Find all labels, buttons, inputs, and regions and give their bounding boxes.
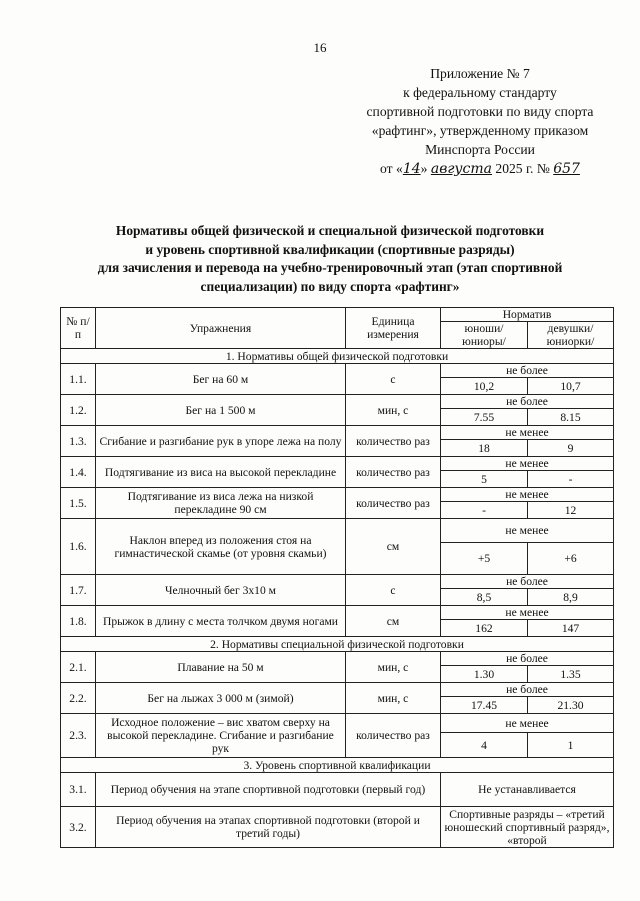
title-line: для зачисления и перевода на учебно-тренировочный этап (этап спортивной [97, 260, 563, 275]
unit: см [346, 606, 441, 637]
section-row [61, 758, 614, 773]
row-number: 1.4. [61, 457, 96, 488]
row-number: 1.3. [61, 426, 96, 457]
unit: количество раз [346, 488, 441, 519]
value-girls: 9 [528, 440, 614, 457]
appendix-line: к федеральному стандарту [403, 85, 557, 100]
value-girls: +6 [528, 543, 614, 575]
exercise-name: Плавание на 50 м [96, 652, 346, 683]
appendix-line: «рафтинг», утвержденному приказом [371, 123, 589, 138]
order-number: 657 [553, 161, 580, 177]
value-boys: 5 [441, 471, 528, 488]
value-boys: 17.45 [441, 697, 528, 714]
value-girls: 1.35 [528, 666, 614, 683]
table-row [61, 714, 614, 733]
header-num: № п/п [61, 308, 96, 349]
value-girls: 12 [528, 502, 614, 519]
appendix-line: спортивной подготовки по виду спорта [366, 104, 594, 119]
qualification-value: Спортивные разряды – «третий юношеский спортивный разряд», «второй [441, 807, 614, 848]
table-row [61, 426, 614, 440]
value-girls: 8,9 [528, 589, 614, 606]
norm-condition: не менее [441, 457, 614, 471]
exercise-name: Наклон вперед из положения стоя на гимнастической скамье (от уровня скамьи) [96, 519, 346, 575]
norm-condition: не менее [441, 606, 614, 620]
order-year: 2025 г. № [495, 161, 550, 176]
exercise-name: Бег на 1 500 м [96, 395, 346, 426]
value-girls: 21.30 [528, 697, 614, 714]
value-boys: 4 [441, 733, 528, 758]
row-number: 1.1. [61, 364, 96, 395]
row-number: 1.5. [61, 488, 96, 519]
section-title: 2. Нормативы специальной физической подготовки [61, 637, 614, 652]
order-month: августа [430, 161, 492, 177]
value-boys: 8,5 [441, 589, 528, 606]
header-girls: девушки/ юниорки/ [528, 322, 614, 349]
value-girls: 1 [528, 733, 614, 758]
value-boys: 18 [441, 440, 528, 457]
date-mid: » [420, 161, 428, 176]
value-girls: 8.15 [528, 409, 614, 426]
value-boys: 1.30 [441, 666, 528, 683]
norm-condition: не менее [441, 714, 614, 733]
table-row [61, 606, 614, 620]
value-girls: - [528, 471, 614, 488]
exercise-name: Подтягивание из виса лежа на низкой перекладине 90 см [96, 488, 346, 519]
unit: мин, с [346, 395, 441, 426]
appendix-line: Приложение № 7 [430, 66, 530, 81]
exercise-name: Челночный бег 3х10 м [96, 575, 346, 606]
exercise-name: Подтягивание из виса на высокой перекладине [96, 457, 346, 488]
row-number: 3.1. [61, 773, 96, 807]
title-line: специализации) по виду спорта «рафтинг» [200, 278, 460, 294]
exercise-name: Бег на лыжах 3 000 м (зимой) [96, 683, 346, 714]
value-boys: 10,2 [441, 378, 528, 395]
value-boys: 162 [441, 620, 528, 637]
row-number: 2.3. [61, 714, 96, 758]
appendix-line: Минспорта России [425, 142, 535, 157]
norm-condition: не более [441, 395, 614, 409]
table-row [61, 519, 614, 543]
order-day: 14 [402, 161, 421, 177]
exercise-name: Прыжок в длину с места толчком двумя ногами [96, 606, 346, 637]
value-boys: 7.55 [441, 409, 528, 426]
unit: количество раз [346, 457, 441, 488]
table-row [61, 488, 614, 502]
value-girls: 147 [528, 620, 614, 637]
table-row [61, 457, 614, 471]
row-number: 3.2. [61, 807, 96, 848]
row-number: 1.6. [61, 519, 96, 575]
title-line: Нормативы общей физической и специальной физической подготовки [115, 223, 545, 238]
date-prefix: от « [380, 161, 403, 176]
header-norm: Норматив [441, 308, 614, 322]
table-row [61, 773, 614, 807]
section-row [61, 349, 614, 364]
norm-condition: не более [441, 683, 614, 697]
exercise-name: Бег на 60 м [96, 364, 346, 395]
page-number: 16 [313, 40, 327, 55]
appendix-block [345, 64, 615, 179]
norm-condition: не менее [441, 519, 614, 543]
title-line: и уровень спортивной квалификации (спортивные разряды) [145, 241, 515, 257]
norm-condition: не более [441, 575, 614, 589]
value-girls: 10,7 [528, 378, 614, 395]
row-number: 2.2. [61, 683, 96, 714]
norm-condition: не более [441, 364, 614, 378]
section-row [61, 637, 614, 652]
norms-table [60, 307, 614, 848]
exercise-name: Сгибание и разгибание рук в упоре лежа на полу [96, 426, 346, 457]
unit: с [346, 575, 441, 606]
order-date-line [345, 159, 615, 179]
exercise-name: Исходное положение – вис хватом сверху на высокой перекладине. Сгибание и разгибание рук [96, 714, 346, 758]
unit: количество раз [346, 714, 441, 758]
header-exercise: Упражнения [96, 308, 346, 349]
unit: с [346, 364, 441, 395]
row-number: 1.2. [61, 395, 96, 426]
header-boys: юноши/ юниоры/ [441, 322, 528, 349]
row-number: 1.8. [61, 606, 96, 637]
table-row [61, 683, 614, 697]
table-row [61, 364, 614, 378]
qualification-value: Не устанавливается [441, 773, 614, 807]
table-row [61, 807, 614, 848]
table-row [61, 395, 614, 409]
table-row [61, 575, 614, 589]
document-title [40, 222, 620, 296]
value-boys: - [441, 502, 528, 519]
exercise-name: Период обучения на этапе спортивной подготовки (первый год) [96, 773, 441, 807]
table-body [61, 349, 614, 848]
norm-condition: не менее [441, 488, 614, 502]
unit: мин, с [346, 652, 441, 683]
header-unit: Единица измерения [346, 308, 441, 349]
unit: количество раз [346, 426, 441, 457]
norm-condition: не менее [441, 426, 614, 440]
row-number: 2.1. [61, 652, 96, 683]
norm-condition: не более [441, 652, 614, 666]
section-title: 3. Уровень спортивной квалификации [61, 758, 614, 773]
value-boys: +5 [441, 543, 528, 575]
unit: см [346, 519, 441, 575]
section-title: 1. Нормативы общей физической подготовки [61, 349, 614, 364]
unit: мин, с [346, 683, 441, 714]
table-row [61, 652, 614, 666]
exercise-name: Период обучения на этапах спортивной подготовки (второй и третий годы) [96, 807, 441, 848]
row-number: 1.7. [61, 575, 96, 606]
